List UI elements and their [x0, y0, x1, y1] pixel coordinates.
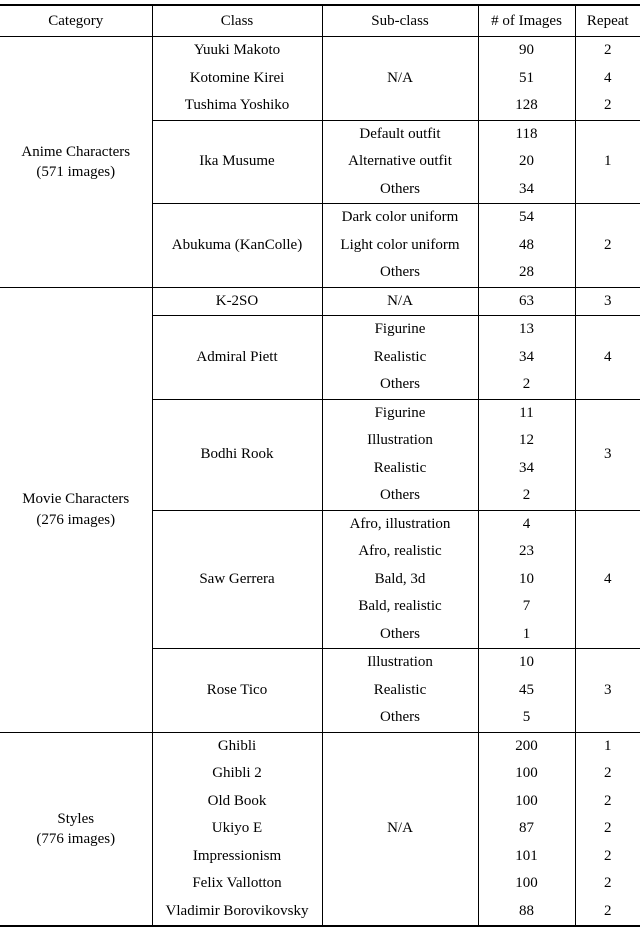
- subclass-cell: Realistic: [322, 455, 478, 483]
- images-cell: 200: [478, 732, 575, 760]
- category-cell-movie: [0, 287, 152, 732]
- repeat-cell: 3: [575, 399, 640, 510]
- subclass-cell: Alternative outfit: [322, 148, 478, 176]
- subclass-cell: Bald, 3d: [322, 566, 478, 594]
- category-count: (571 images): [36, 163, 116, 180]
- class-cell: Ukiyo E: [152, 815, 322, 843]
- subclass-cell: Figurine: [322, 399, 478, 427]
- category-name: Movie Characters: [22, 491, 130, 508]
- class-cell: Yuuki Makoto: [152, 37, 322, 65]
- images-cell: 34: [478, 176, 575, 204]
- images-cell: 23: [478, 538, 575, 566]
- subclass-cell: Others: [322, 371, 478, 399]
- images-cell: 100: [478, 760, 575, 788]
- subclass-cell: Dark color uniform: [322, 204, 478, 232]
- subclass-cell: Others: [322, 176, 478, 204]
- header-subclass: Sub-class: [322, 5, 478, 37]
- images-cell: 5: [478, 704, 575, 732]
- subclass-cell: Afro, illustration: [322, 510, 478, 538]
- subclass-cell: Illustration: [322, 427, 478, 455]
- images-cell: 100: [478, 870, 575, 898]
- repeat-cell: 2: [575, 898, 640, 927]
- category-count: (276 images): [36, 511, 116, 528]
- images-cell: 10: [478, 649, 575, 677]
- table-body: [0, 37, 640, 927]
- images-cell: 20: [478, 148, 575, 176]
- images-cell: 101: [478, 843, 575, 871]
- subclass-cell: N/A: [322, 287, 478, 316]
- repeat-cell: 3: [575, 287, 640, 316]
- images-cell: 51: [478, 65, 575, 93]
- repeat-cell: 3: [575, 649, 640, 733]
- category-name: Anime Characters: [21, 143, 131, 160]
- images-cell: 34: [478, 455, 575, 483]
- table-row: [0, 37, 640, 65]
- subclass-cell: Others: [322, 704, 478, 732]
- images-cell: 128: [478, 92, 575, 120]
- subclass-cell: Realistic: [322, 677, 478, 705]
- repeat-cell: 2: [575, 204, 640, 288]
- subclass-cell: Afro, realistic: [322, 538, 478, 566]
- header-row: [0, 5, 640, 37]
- category-cell-styles: [0, 732, 152, 926]
- images-cell: 11: [478, 399, 575, 427]
- subclass-cell: Others: [322, 259, 478, 287]
- class-cell: Kotomine Kirei: [152, 65, 322, 93]
- class-cell: Rose Tico: [152, 649, 322, 733]
- images-cell: 54: [478, 204, 575, 232]
- repeat-cell: 4: [575, 316, 640, 400]
- category-name: Styles: [57, 810, 95, 827]
- repeat-cell: 2: [575, 815, 640, 843]
- class-cell: Admiral Piett: [152, 316, 322, 400]
- class-cell: Felix Vallotton: [152, 870, 322, 898]
- repeat-cell: 2: [575, 843, 640, 871]
- repeat-cell: 4: [575, 65, 640, 93]
- images-cell: 63: [478, 287, 575, 316]
- subclass-cell: Others: [322, 482, 478, 510]
- repeat-cell: 2: [575, 760, 640, 788]
- images-cell: 10: [478, 566, 575, 594]
- class-cell: Ghibli: [152, 732, 322, 760]
- dataset-table: [0, 4, 640, 927]
- images-cell: 100: [478, 788, 575, 816]
- class-cell: Abukuma (KanColle): [152, 204, 322, 288]
- subclass-cell: Realistic: [322, 344, 478, 372]
- class-cell: Tushima Yoshiko: [152, 92, 322, 120]
- repeat-cell: 1: [575, 120, 640, 204]
- images-cell: 2: [478, 482, 575, 510]
- images-cell: 90: [478, 37, 575, 65]
- repeat-cell: 2: [575, 870, 640, 898]
- subclass-cell: Bald, realistic: [322, 593, 478, 621]
- repeat-cell: 4: [575, 510, 640, 649]
- class-cell: K-2SO: [152, 287, 322, 316]
- category-cell-anime: [0, 37, 152, 288]
- class-cell: Old Book: [152, 788, 322, 816]
- subclass-cell: N/A: [322, 37, 478, 121]
- images-cell: 118: [478, 120, 575, 148]
- subclass-cell: N/A: [322, 732, 478, 926]
- class-cell: Ika Musume: [152, 120, 322, 204]
- subclass-cell: Others: [322, 621, 478, 649]
- repeat-cell: 1: [575, 732, 640, 760]
- class-cell: Saw Gerrera: [152, 510, 322, 649]
- header-class: Class: [152, 5, 322, 37]
- images-cell: 48: [478, 232, 575, 260]
- images-cell: 4: [478, 510, 575, 538]
- images-cell: 34: [478, 344, 575, 372]
- table-row: [0, 287, 640, 316]
- header-num-images: # of Images: [478, 5, 575, 37]
- subclass-cell: Light color uniform: [322, 232, 478, 260]
- table-row: [0, 732, 640, 760]
- repeat-cell: 2: [575, 92, 640, 120]
- images-cell: 12: [478, 427, 575, 455]
- class-cell: Impressionism: [152, 843, 322, 871]
- subclass-cell: Default outfit: [322, 120, 478, 148]
- subclass-cell: Figurine: [322, 316, 478, 344]
- images-cell: 7: [478, 593, 575, 621]
- images-cell: 45: [478, 677, 575, 705]
- images-cell: 2: [478, 371, 575, 399]
- images-cell: 28: [478, 259, 575, 287]
- images-cell: 13: [478, 316, 575, 344]
- repeat-cell: 2: [575, 37, 640, 65]
- class-cell: Vladimir Borovikovsky: [152, 898, 322, 927]
- images-cell: 87: [478, 815, 575, 843]
- category-count: (776 images): [36, 830, 116, 847]
- subclass-cell: Illustration: [322, 649, 478, 677]
- class-cell: Ghibli 2: [152, 760, 322, 788]
- table-header: [0, 5, 640, 37]
- class-cell: Bodhi Rook: [152, 399, 322, 510]
- header-category: Category: [0, 5, 152, 37]
- repeat-cell: 2: [575, 788, 640, 816]
- header-repeat: Repeat: [575, 5, 640, 37]
- images-cell: 1: [478, 621, 575, 649]
- images-cell: 88: [478, 898, 575, 927]
